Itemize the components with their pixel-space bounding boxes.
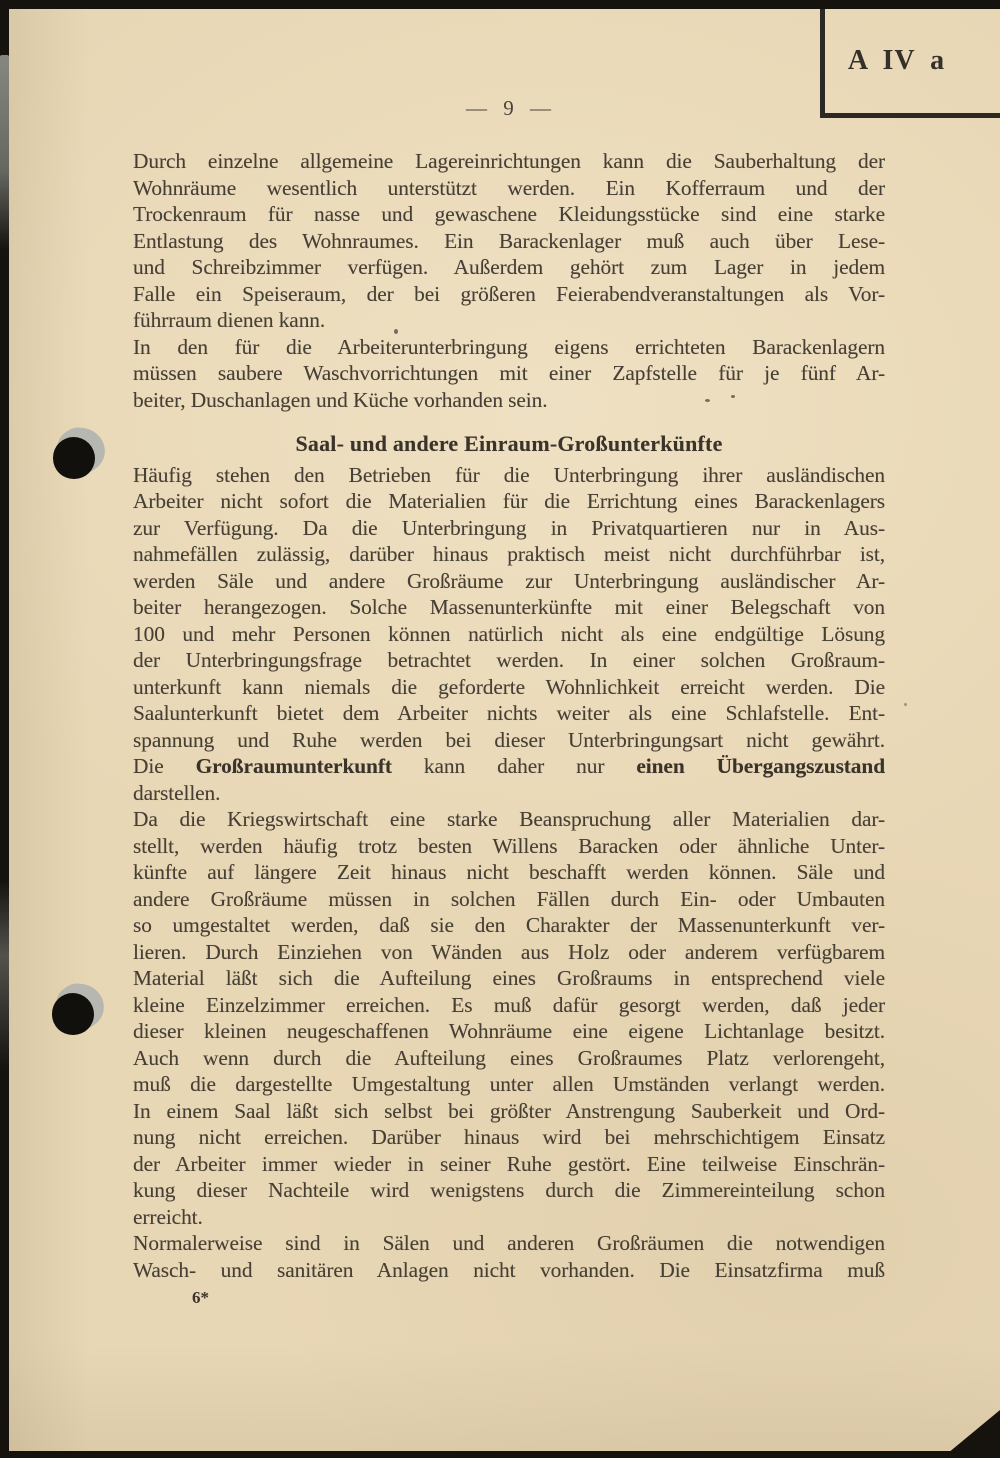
text-line: der Arbeiter immer wieder in seiner Ruhe gestört. Eine teilweise Einschrän-	[133, 1151, 885, 1176]
text-line: kung dieser Nachteile wird wenigstens durch die Zimmereinteilung schon	[133, 1178, 885, 1202]
text-line: erreicht.	[133, 1204, 203, 1229]
text-line: Normalerweise sind in Sälen und anderen Großräumen die notwendigen	[133, 1231, 885, 1255]
text-line: werden Säle und andere Großräume zur Unterbringung ausländischer Ar-	[133, 568, 885, 593]
text-line: lieren. Durch Einziehen von Wänden aus Holz oder anderem verfügbarem	[133, 939, 885, 964]
text-line: Entlastung des Wohnraumes. Ein Barackenlager muß auch über Lese-	[133, 228, 885, 253]
text-line: Arbeiter nicht sofort die Materialien für die Errichtung eines Barackenlagers	[133, 489, 885, 513]
text-line: stellt, werden häufig trotz besten Willens Baracken oder ähnliche Unter-	[133, 833, 885, 858]
page-number: — 9 —	[466, 96, 552, 120]
text-line: Die Großraumunterkunft kann daher nur einen Übergangszustand	[133, 754, 885, 778]
text-line: zur Verfügung. Da die Unterbringung in Privatquartieren nur in Aus-	[133, 515, 885, 540]
paper-speck	[904, 703, 907, 706]
text-line: 100 und mehr Personen können natürlich nicht als eine endgültige Lösung	[133, 621, 885, 646]
text-line: Trockenraum für nasse und gewaschene Kleidungsstücke sind eine starke	[133, 202, 885, 226]
text-line: führraum dienen kann.	[133, 308, 326, 332]
scan-edge-bottom	[0, 1451, 1000, 1458]
text-line: müssen saubere Waschvorrichtungen mit einer Zapfstelle für je fünf Ar-	[133, 361, 885, 385]
scan-edge-streak	[0, 55, 9, 250]
text-line: Durch einzelne allgemeine Lagereinrichtungen kann die Sauberhaltung der	[133, 149, 885, 173]
paper-speck	[705, 399, 710, 402]
hole-punch-hole	[52, 993, 94, 1035]
text-line: künfte auf längere Zeit hinaus nicht beschafft werden können. Säle und	[133, 860, 885, 884]
text-line: Saalunterkunft bietet dem Arbeiter nichts weiter als eine Schlafstelle. Ent-	[133, 701, 885, 725]
text-line: beiter, Duschanlagen und Küche vorhanden sein.	[133, 387, 548, 412]
hole-punch-bottom	[50, 986, 102, 1038]
text-line: Falle ein Speiseraum, der bei größeren Feierabendveranstaltungen als Vor-	[133, 281, 885, 306]
text-line: unterkunft kann niemals die geforderte Wohnlichkeit erreicht werden. Die	[133, 674, 885, 699]
text-line: dieser kleinen neugeschaffenen Wohnräume eine eigene Lichtanlage besitzt.	[133, 1019, 885, 1043]
scan-edge-top	[0, 0, 1000, 9]
text-line: spannung und Ruhe werden bei dieser Unterbringungsart nicht gewährt.	[133, 727, 885, 752]
classification-label: A IV a	[847, 45, 946, 76]
text-line: der Unterbringungsfrage betrachtet werden. In einer solchen Großraum-	[133, 648, 885, 672]
paragraph	[133, 148, 885, 334]
text-line: so umgestaltet werden, daß sie den Charakter der Massenunterkunft ver-	[133, 913, 885, 937]
scan-edge-streak	[0, 880, 9, 1070]
text-line: Wasch- und sanitären Anlagen nicht vorhanden. Die Einsatzfirma muß	[133, 1257, 885, 1282]
text-line: Wohnräume wesentlich unterstützt werden. Ein Kofferraum und der	[133, 175, 885, 200]
text-line: nung nicht erreichen. Darüber hinaus wird bei mehrschichtigem Einsatz	[133, 1125, 885, 1149]
text-line: Auch wenn durch die Aufteilung eines Großraumes Platz verlorengeht,	[133, 1045, 885, 1070]
paper-speck	[731, 395, 735, 398]
paragraph	[133, 462, 885, 807]
text-line: Häufig stehen den Betrieben für die Unterbringung ihrer ausländischen	[133, 462, 885, 487]
text-line: In den für die Arbeiterunterbringung eigens errichteten Barackenlagern	[133, 334, 885, 359]
text-line: beiter herangezogen. Solche Massenunterkünfte mit einer Belegschaft von	[133, 595, 885, 619]
section-heading: Saal- und andere Einraum-Großunterkünfte	[295, 431, 723, 456]
text-line: nahmefällen zulässig, darüber hinaus praktisch meist nicht durchführbar ist,	[133, 542, 885, 566]
text-line: Da die Kriegswirtschaft eine starke Beanspruchung aller Materialien dar-	[133, 807, 885, 831]
signature-mark: 6*	[192, 1288, 209, 1307]
text-line: muß die dargestellte Umgestaltung unter allen Umständen verlangt werden.	[133, 1072, 885, 1096]
text-line: andere Großräume müssen in solchen Fällen durch Ein- oder Umbauten	[133, 886, 885, 911]
hole-punch-top	[51, 430, 103, 482]
paragraph	[133, 806, 885, 1230]
corner-tear	[942, 1410, 1000, 1458]
text-line: kleine Einzelzimmer erreichen. Es muß dafür gesorgt werden, daß jeder	[133, 992, 885, 1017]
hole-punch-hole	[53, 437, 95, 479]
paragraph	[133, 334, 885, 414]
text-line: Material läßt sich die Aufteilung eines Großraums in entsprechend viele	[133, 966, 885, 990]
paper-speck	[394, 329, 398, 334]
text-line: darstellen.	[133, 780, 221, 805]
text-line: In einem Saal läßt sich selbst bei größter Anstrengung Sauberkeit und Ord-	[133, 1098, 885, 1123]
body-text	[133, 148, 885, 1283]
paragraph	[133, 1230, 885, 1283]
text-line: und Schreibzimmer verfügen. Außerdem gehört zum Lager in jedem	[133, 255, 885, 279]
